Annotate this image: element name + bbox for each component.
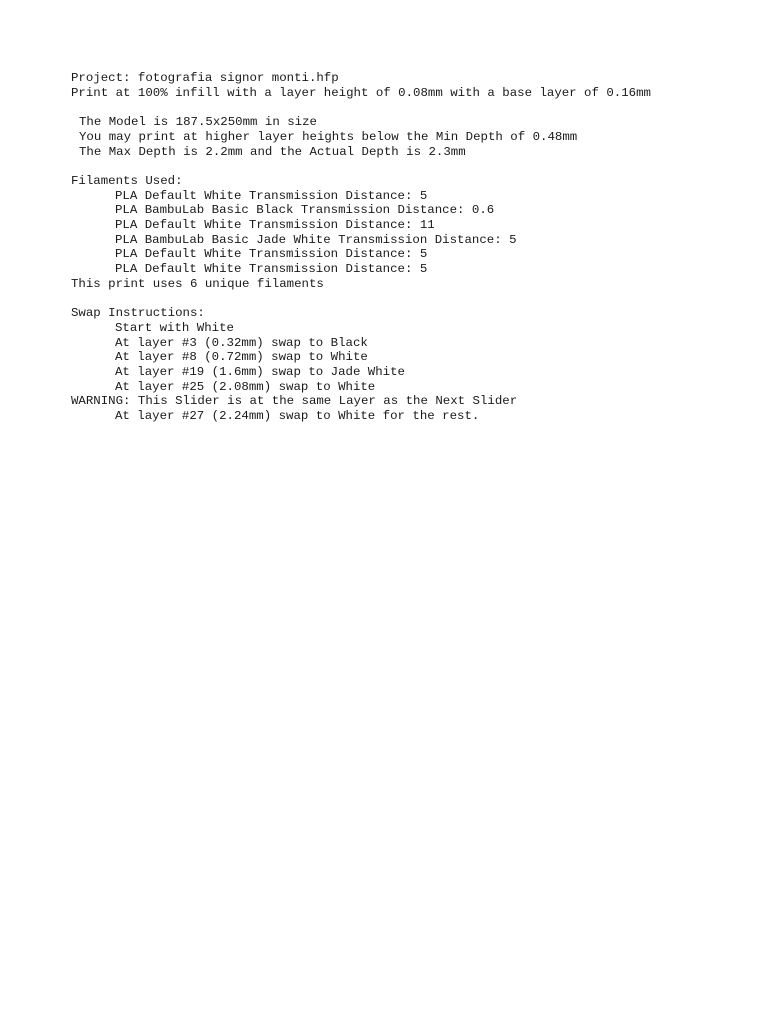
max-depth-line: The Max Depth is 2.2mm and the Actual Depth is 2.3mm — [79, 144, 466, 159]
swap-step: At layer #3 (0.32mm) swap to Black — [115, 335, 368, 350]
print-settings-line: Print at 100% infill with a layer height of 0.08mm with a base layer of 0.16mm — [71, 85, 651, 100]
swap-step: At layer #8 (0.72mm) swap to White — [115, 350, 368, 365]
spacer — [71, 100, 748, 115]
filaments-heading: Filaments Used: — [71, 173, 183, 188]
filament-item: PLA BambuLab Basic Black Transmission Distance: 0.6 — [115, 203, 495, 218]
filament-summary: This print uses 6 unique filaments — [71, 276, 324, 291]
spacer — [71, 159, 748, 174]
filament-item: PLA BambuLab Basic Jade White Transmission Distance: 5 — [115, 232, 517, 247]
swap-warning: WARNING: This Slider is at the same Layer as the Next Slider — [71, 394, 518, 409]
swap-step: At layer #25 (2.08mm) swap to White — [115, 379, 376, 394]
min-depth-line: You may print at higher layer heights below the Min Depth of 0.48mm — [79, 129, 578, 144]
swap-final: At layer #27 (2.24mm) swap to White for the rest. — [115, 409, 480, 424]
filament-item: PLA Default White Transmission Distance: 5 — [115, 247, 428, 262]
swap-heading: Swap Instructions: — [71, 306, 205, 321]
project-line: Project: fotografia signor monti.hfp — [71, 71, 339, 85]
swap-start: Start with White — [115, 320, 234, 335]
filament-item: PLA Default White Transmission Distance: 11 — [115, 218, 435, 232]
spacer — [71, 292, 748, 307]
filament-item: PLA Default White Transmission Distance: 5 — [115, 262, 428, 277]
instructions-document — [71, 71, 748, 424]
filament-item: PLA Default White Transmission Distance: 5 — [115, 188, 428, 203]
model-size-line: The Model is 187.5x250mm in size — [79, 115, 317, 130]
swap-step: At layer #19 (1.6mm) swap to Jade White — [115, 365, 405, 380]
